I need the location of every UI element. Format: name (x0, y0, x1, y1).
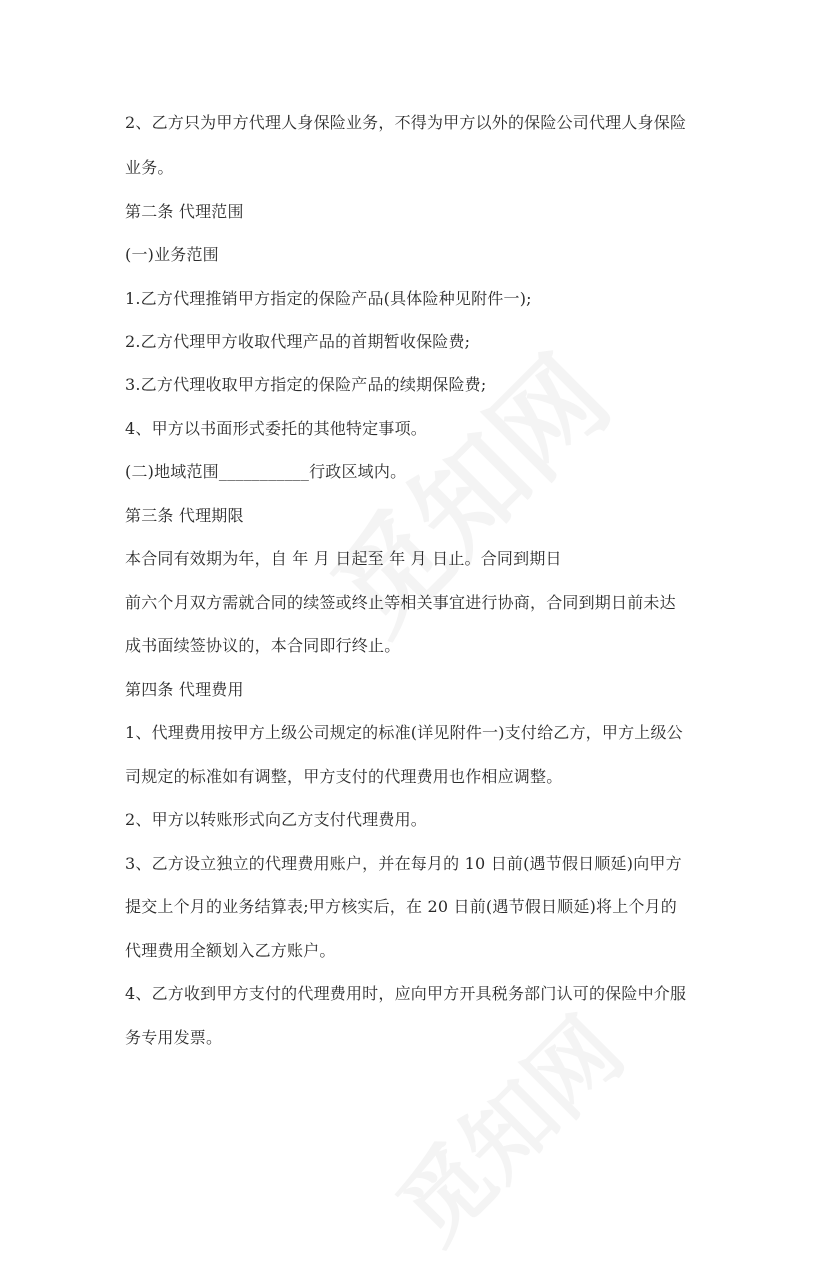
paragraph-line: 2、甲方以转账形式向乙方支付代理费用。 (125, 810, 427, 829)
paragraph-line: 业务。 (125, 158, 174, 177)
paragraph-line: 务专用发票。 (125, 1028, 223, 1047)
paragraph-line: 2.乙方代理甲方收取代理产品的首期暂收保险费; (125, 332, 471, 351)
paragraph-line: 前六个月双方需就合同的续签或终止等相关事宜进行协商，合同到期日前未达 (125, 593, 676, 612)
paragraph-line: 3.乙方代理收取甲方指定的保险产品的续期保险费; (125, 375, 487, 394)
paragraph-line: 1、代理费用按甲方上级公司规定的标准(详见附件一)支付给乙方，甲方上级公 (125, 723, 683, 742)
section-heading: 第四条 代理费用 (125, 680, 244, 699)
paragraph-line: 1.乙方代理推销甲方指定的保险产品(具体险种见附件一); (125, 289, 532, 308)
paragraph-line: 提交上个月的业务结算表;甲方核实后，在 20 日前(遇节假日顺延)将上个月的 (125, 897, 678, 916)
paragraph-line: 2、乙方只为甲方代理人身保险业务，不得为甲方以外的保险公司代理人身保险 (125, 113, 687, 132)
section-heading: 第二条 代理范围 (125, 202, 244, 221)
paragraph-line: 本合同有效期为年，自 年 月 日起至 年 月 日止。合同到期日 (125, 549, 562, 568)
paragraph-line: 4、乙方收到甲方支付的代理费用时，应向甲方开具税务部门认可的保险中介服 (125, 984, 687, 1003)
subsection-heading: (一)业务范围 (125, 245, 219, 264)
watermark-logo (364, 984, 647, 1266)
subsection-heading: (二)地域范围___________行政区域内。 (125, 462, 407, 481)
paragraph-line: 3、乙方设立独立的代理费用账户，并在每月的 10 日前(遇节假日顺延)向甲方 (125, 854, 682, 873)
paragraph-line: 4、甲方以书面形式委托的其他特定事项。 (125, 419, 427, 438)
paragraph-line: 成书面续签协议的，本合同即行终止。 (125, 636, 401, 655)
section-heading: 第三条 代理期限 (125, 506, 244, 525)
paragraph-line: 代理费用全额划入乙方账户。 (125, 941, 336, 960)
paragraph-line: 司规定的标准如有调整，甲方支付的代理费用也作相应调整。 (125, 767, 563, 786)
